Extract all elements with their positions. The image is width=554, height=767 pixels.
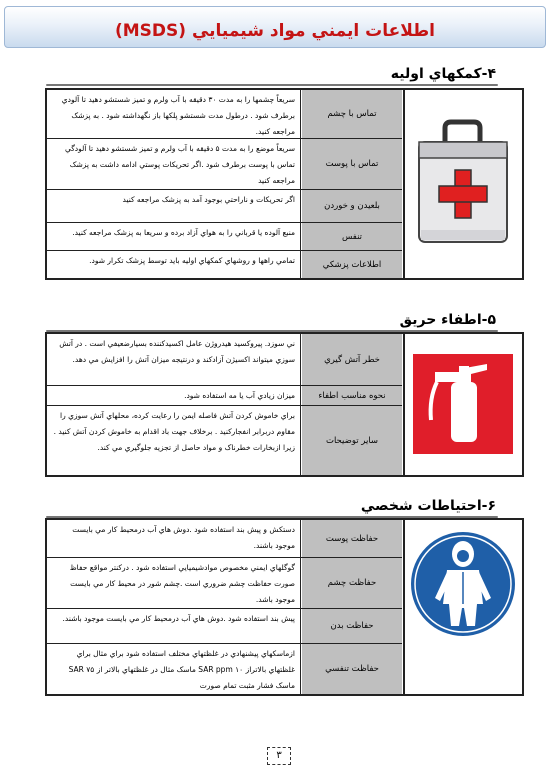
table-row bbox=[47, 520, 402, 557]
row-label: تنفس bbox=[302, 223, 402, 250]
fire-table bbox=[45, 332, 524, 477]
row-label: حفاظت چشم bbox=[302, 558, 402, 608]
section-divider bbox=[46, 84, 498, 86]
page-title: اطلاعات ايمني مواد شيميايي (MSDS) bbox=[114, 21, 435, 41]
row-label: حفاظت بدن bbox=[302, 609, 402, 643]
table-row bbox=[47, 90, 402, 138]
row-label: حفاظت پوست bbox=[302, 520, 402, 557]
row-label: ساير توضيحات bbox=[302, 406, 402, 475]
first-aid-table bbox=[45, 88, 524, 280]
page-number: ۳ bbox=[267, 747, 291, 765]
protective-suit-icon bbox=[407, 522, 518, 652]
row-text: سريعاً موضع را به مدت ۵ دقيقه با آب ولرم و تميز شستشو دهيد تا آلودگي تماس با پوست برطرف شود .اگر تحريکات پوستي ادامه داشت به پزشک مراجعه کنيد bbox=[47, 139, 301, 189]
row-label: خطر آتش گيري bbox=[302, 334, 402, 385]
table-row bbox=[47, 386, 402, 405]
column-divider bbox=[403, 520, 405, 694]
row-text: سريعاً چشمها را به مدت ۳۰ دقيقه با آب ولرم و تميز شستشو دهيد تا آلودي برطرف شود . درطول مدت شستشو پلکها باز نگهداشته شود . به پزشک مراجعه کنيد. bbox=[47, 90, 301, 138]
table-row bbox=[47, 406, 402, 475]
row-text: ميزان زيادي آب يا مه استفاده شود. bbox=[47, 386, 301, 405]
row-label: بلعيدن و خوردن bbox=[302, 190, 402, 222]
header-banner bbox=[4, 6, 546, 48]
row-label: حفاظت تنفسي bbox=[302, 644, 402, 694]
row-text: براي خاموش کردن آتش فاصله ايمن را رعايت کرده، محلهاي آتش سوزي را مقاوم دربرابر انفجارکنيد . برخلاف جهت باد اقدام به خاموش کردن آتش کنيد . زيرا ازبخارات خطرناک و مواد حاصل از تجزيه جلوگيري مي کند. bbox=[47, 406, 301, 475]
section-title-ppe: ۶-احتياطات شخصي bbox=[360, 498, 496, 514]
row-text: پيش بند استفاده شود .دوش هاي آب درمحيط کار مي بايست موجود باشند. bbox=[47, 609, 301, 643]
table-row bbox=[47, 139, 402, 189]
table-row bbox=[47, 334, 402, 385]
table-row bbox=[47, 609, 402, 643]
row-label: تماس با پوست bbox=[302, 139, 402, 189]
row-text: دستکش و پيش بند استفاده شود .دوش هاي آب درمحيط کار مي بايست موجود باشند. bbox=[47, 520, 301, 557]
row-text: منبع آلوده يا قرباني را به هواي آزاد برده و سريعا به پزشک مراجعه کنيد. bbox=[47, 223, 301, 250]
first-aid-kit-icon bbox=[407, 92, 518, 274]
column-divider bbox=[403, 334, 405, 475]
row-text: اگر تحريکات و ناراحتي بوجود آمد به پزشک مراجعه کنيد bbox=[47, 190, 301, 222]
section-title-first-aid: ۴-کمکهاي اوليه bbox=[390, 66, 496, 82]
table-row bbox=[47, 251, 402, 278]
ppe-table bbox=[45, 518, 524, 696]
table-row bbox=[47, 644, 402, 694]
row-text: ازماسکهاي پيشنهادي در غلظتهاي مختلف استفاده شود براي مثال براي غلظتهاي بالاتراز SAR ppm ۱۰ ماسک مثال در غلظتهاي بالاتر از ۷۵ SAR ماسک فشار مثبت تمام صورت bbox=[47, 644, 301, 694]
section-title-fire: ۵-اطفاء حريق bbox=[399, 312, 496, 328]
row-label: تماس با چشم bbox=[302, 90, 402, 138]
row-text: تمامي راهها و روشهاي کمکهاي اوليه بايد توسط پزشک تکرار شود. bbox=[47, 251, 301, 278]
table-row bbox=[47, 558, 402, 608]
row-text: گوگلهاي ايمني مخصوص موادشيميايي استفاده شود . درکنتر مواقع حفاظ صورت حفاظت چشم ضروري است .چشم شور در محيط کار مي بايست موجود باشد. bbox=[47, 558, 301, 608]
table-row bbox=[47, 190, 402, 222]
row-label: نحوه مناسب اطفاء bbox=[302, 386, 402, 405]
table-row bbox=[47, 223, 402, 250]
row-text: ني سوزد. پيروکسيد هيدروژن عامل اکسيدکننده بسيارضعيفي است . در آتش سوزي ميتواند اکسيژن آزادکند و درنتيجه ميزان آتش را افزايش مي دهد. bbox=[47, 334, 301, 385]
column-divider bbox=[403, 90, 405, 278]
fire-extinguisher-icon bbox=[407, 336, 518, 471]
row-label: اطلاعات پزشکي bbox=[302, 251, 402, 278]
